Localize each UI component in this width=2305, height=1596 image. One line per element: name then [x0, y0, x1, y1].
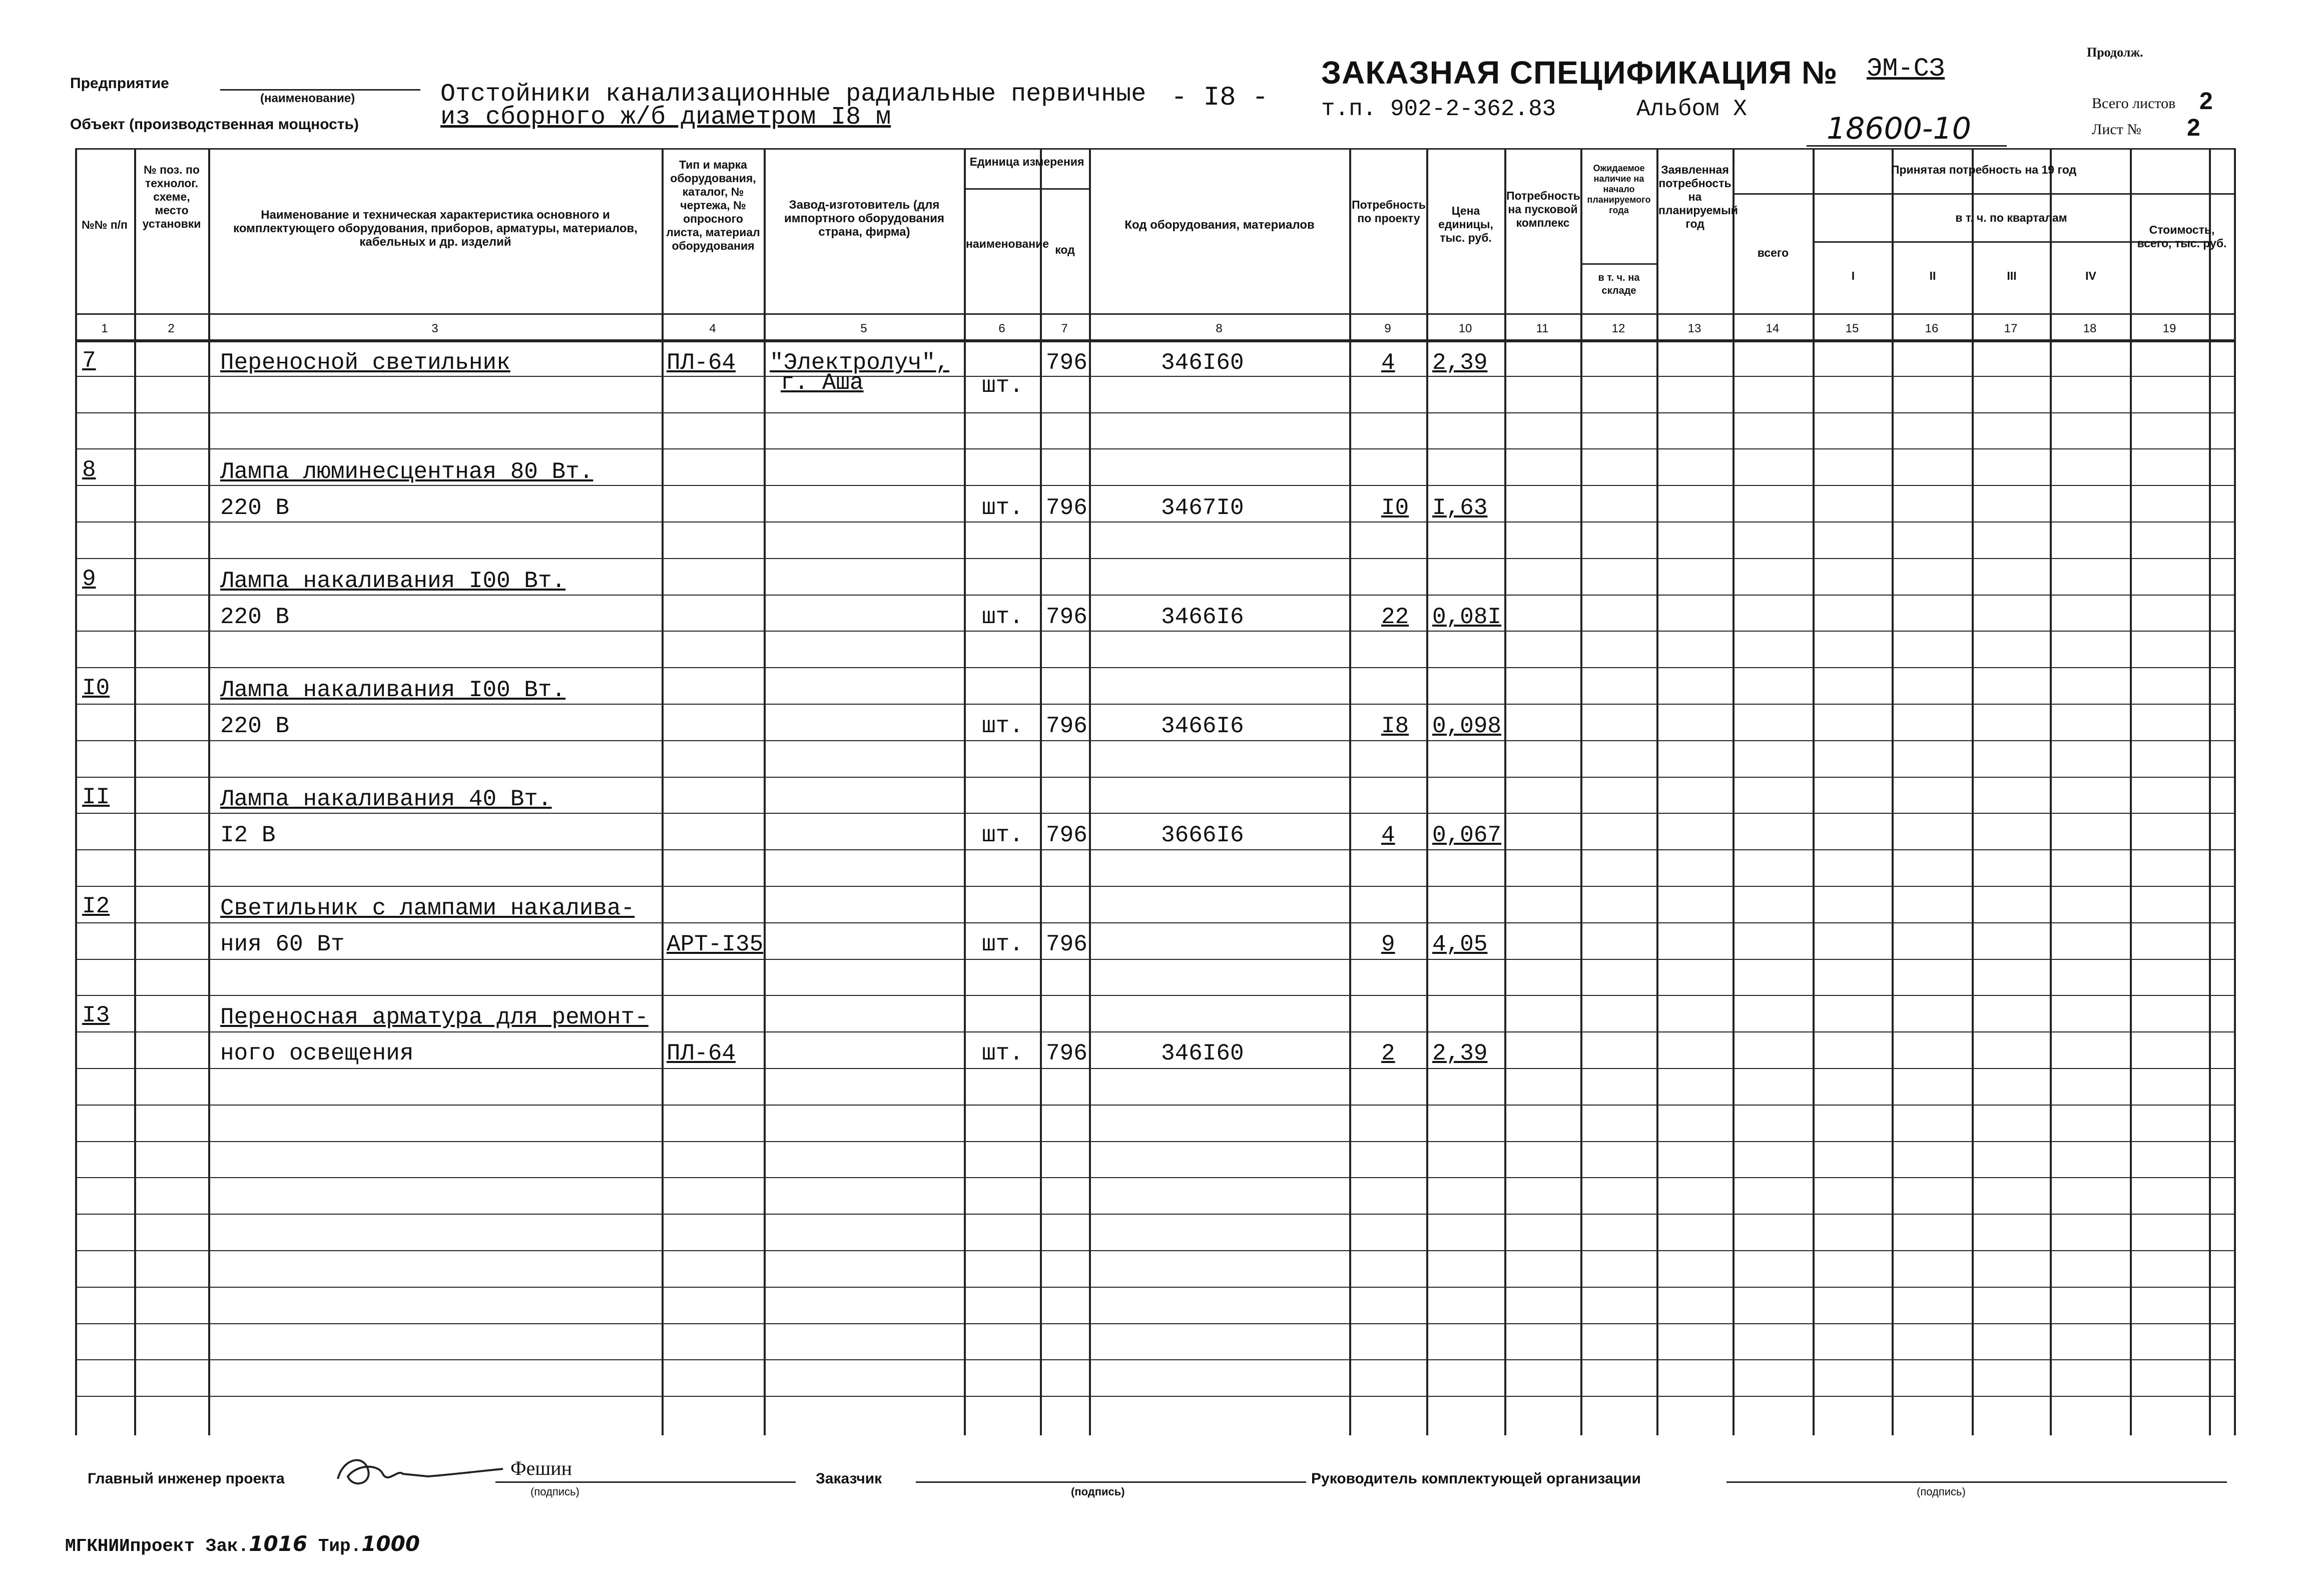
- item-type: ПЛ-64: [667, 1040, 736, 1067]
- row-number: 9: [82, 566, 96, 592]
- chief-engineer-line: [495, 1481, 796, 1483]
- column-number: 13: [1687, 322, 1701, 335]
- column-number: 11: [1536, 322, 1549, 335]
- item-quantity: I8: [1381, 713, 1409, 739]
- row-line: [75, 631, 2236, 632]
- sheet-no-label: Лист №: [2092, 121, 2141, 138]
- column-number: 6: [998, 322, 1005, 335]
- row-line: [75, 1177, 2236, 1178]
- sheets-total-label: Всего листов: [2092, 95, 2176, 112]
- row-line: [75, 1323, 2236, 1324]
- specification-table: [75, 148, 2236, 1435]
- order-number: 1016: [249, 1531, 308, 1556]
- row-line: [75, 849, 2236, 850]
- table-top-border: [75, 148, 2236, 150]
- column-number: 5: [860, 322, 867, 335]
- unit-group-line: [964, 188, 1089, 190]
- accepted-group-line: [1733, 193, 2234, 195]
- unit-group-header: Единица измерения: [969, 155, 1084, 168]
- item-unit: шт.: [982, 495, 1023, 521]
- album-number: Альбом X: [1636, 96, 1747, 122]
- item-quantity: 4: [1381, 822, 1395, 848]
- row-line: [75, 667, 2236, 668]
- item-name-line1: Переносной светильник: [220, 350, 510, 376]
- row-line: [75, 1214, 2236, 1215]
- item-price: 2,39: [1432, 1040, 1488, 1067]
- column-number: 15: [1845, 322, 1859, 335]
- item-unit-code: 796: [1046, 350, 1087, 376]
- item-price: 0,067: [1432, 822, 1502, 848]
- item-quantity: 22: [1381, 604, 1409, 630]
- item-maker-line2: г. Аша: [781, 370, 864, 396]
- item-price: 0,08I: [1432, 604, 1502, 630]
- row-line: [75, 1141, 2236, 1142]
- row-line: [75, 740, 2236, 741]
- colnum-bottom-line: [75, 339, 2236, 342]
- item-code: 3466I6: [1161, 713, 1244, 739]
- row-number: I0: [82, 675, 110, 701]
- col-header-9: Потребность по проекту: [1352, 198, 1426, 225]
- object-name-line1: Отстойники канализационные радиальные первичные: [440, 80, 1146, 109]
- item-unit-code: 796: [1046, 713, 1087, 739]
- item-name-line1: Лампа накаливания I00 Вт.: [220, 677, 566, 703]
- column-number: 10: [1458, 322, 1472, 335]
- row-line: [75, 558, 2236, 559]
- row-line: [75, 777, 2236, 778]
- item-quantity: I0: [1381, 495, 1409, 521]
- item-unit: шт.: [982, 931, 1023, 957]
- project-number: т.п. 902-2-362.83: [1321, 96, 1556, 122]
- col-header-2: № поз. по технолог. схеме, место установки: [142, 163, 201, 230]
- item-type: ПЛ-64: [667, 350, 736, 376]
- customer-line: [916, 1481, 1306, 1483]
- item-unit: шт.: [982, 1040, 1023, 1067]
- item-unit-code: 796: [1046, 931, 1087, 957]
- column-number: 3: [431, 322, 438, 335]
- col-header-8: Код оборудования, материалов: [1124, 218, 1315, 232]
- stock-line: [1580, 263, 1656, 265]
- column-number: 17: [2004, 322, 2018, 335]
- col-header-10: Цена единицы, тыс. руб.: [1438, 204, 1493, 244]
- item-unit: шт.: [982, 373, 1023, 399]
- row-line: [75, 1068, 2236, 1069]
- item-quantity: 9: [1381, 931, 1395, 957]
- signature: [328, 1449, 508, 1494]
- col-header-12b: в т. ч. на складе: [1598, 272, 1640, 296]
- row-number: 7: [82, 348, 96, 374]
- customer-label: Заказчик: [816, 1470, 882, 1487]
- sheets-total: 2: [2199, 88, 2213, 115]
- row-number: 8: [82, 457, 96, 483]
- col-header-17: III: [2007, 269, 2017, 282]
- item-quantity: 2: [1381, 1040, 1395, 1067]
- row-line: [75, 1359, 2236, 1360]
- item-name-line2: 220 В: [220, 604, 290, 630]
- item-code: 3467I0: [1161, 495, 1244, 521]
- column-number: 7: [1061, 322, 1068, 335]
- col-header-15: I: [1851, 269, 1855, 282]
- spec-number: ЭМ-СЗ: [1867, 54, 1945, 84]
- item-name-line1: Переносная арматура для ремонт-: [220, 1004, 649, 1030]
- document-title: ЗАКАЗНАЯ СПЕЦИФИКАЦИЯ №: [1321, 55, 1838, 91]
- item-code: 346I60: [1161, 1040, 1244, 1067]
- column-number: 19: [2162, 322, 2176, 335]
- row-line: [75, 886, 2236, 887]
- item-unit-code: 796: [1046, 822, 1087, 848]
- row-line: [75, 521, 2236, 522]
- column-number: 9: [1384, 322, 1391, 335]
- row-number: II: [82, 784, 110, 810]
- item-price: I,63: [1432, 495, 1488, 521]
- row-line: [75, 995, 2236, 996]
- col-header-7: код: [1055, 243, 1075, 256]
- column-number: 4: [709, 322, 716, 335]
- quarters-group-header: в т. ч. по кварталам: [1955, 211, 2067, 224]
- item-name-line1: Лампа люминесцентная 80 Вт.: [220, 459, 594, 485]
- item-price: 2,39: [1432, 350, 1488, 376]
- object-name-line2: из сборного ж/б диаметром I8 м: [440, 103, 891, 132]
- col-header-4: Тип и марка оборудования, каталог, № чертежа, № опросного листа, материал оборудования: [666, 158, 760, 252]
- item-quantity: 4: [1381, 350, 1395, 376]
- item-unit: шт.: [982, 604, 1023, 630]
- item-name-line2: 220 В: [220, 495, 290, 521]
- accepted-group-header: Принятая потребность на 19 год: [1891, 163, 2077, 176]
- row-line: [75, 1250, 2236, 1251]
- head-label: Руководитель комплектующей организации: [1311, 1470, 1641, 1487]
- column-number: 16: [1925, 322, 1939, 335]
- row-line: [75, 412, 2236, 413]
- item-name-line1: Лампа накаливания 40 Вт.: [220, 786, 552, 812]
- col-header-19: Стоимость, всего, тыс. руб.: [2137, 223, 2227, 250]
- col-header-6: наименование: [966, 237, 1049, 250]
- signature-label-2: (подпись): [1071, 1485, 1125, 1498]
- item-name-line2: I2 В: [220, 822, 276, 848]
- enterprise-underline: [220, 89, 420, 91]
- row-number: I2: [82, 893, 110, 919]
- item-code: 3466I6: [1161, 604, 1244, 630]
- item-unit-code: 796: [1046, 495, 1087, 521]
- name-sublabel: (наименование): [260, 92, 355, 105]
- item-unit: шт.: [982, 822, 1023, 848]
- enterprise-label: Предприятие: [70, 75, 169, 92]
- col-header-1: №№ п/п: [82, 218, 128, 231]
- item-unit: шт.: [982, 713, 1023, 739]
- page-mark: - I8 -: [1171, 83, 1269, 113]
- col-header-14: всего: [1757, 246, 1789, 259]
- row-line: [75, 1287, 2236, 1288]
- chief-engineer-label: Главный инженер проекта: [88, 1470, 285, 1487]
- column-number: 12: [1611, 322, 1625, 335]
- head-line: [1726, 1481, 2227, 1483]
- item-unit-code: 796: [1046, 604, 1087, 630]
- sheet-no: 2: [2187, 115, 2200, 141]
- item-type: АРТ-I35: [667, 931, 764, 957]
- print-run: 1000: [361, 1531, 420, 1556]
- item-price: 0,098: [1432, 713, 1502, 739]
- code-underline: [1807, 145, 2007, 147]
- item-price: 4,05: [1432, 931, 1488, 957]
- item-name-line2: 220 В: [220, 713, 290, 739]
- print-label: Тир.: [318, 1536, 362, 1556]
- item-code: 3666I6: [1161, 822, 1244, 848]
- item-maker-line1: "Электролуч",: [770, 350, 949, 376]
- col-header-18: IV: [2085, 269, 2096, 282]
- imprint: [65, 1531, 420, 1556]
- column-number: 2: [168, 322, 175, 335]
- column-number: 1: [101, 322, 108, 335]
- col-header-13: Заявленная потребность на планируемый год: [1658, 163, 1738, 230]
- col-header-5: Завод-изготовитель (для импортного оборудования страна, фирма): [784, 198, 945, 239]
- signature-label-1: (подпись): [530, 1485, 580, 1498]
- row-line: [75, 959, 2236, 960]
- continuation-label: Продолж.: [2087, 45, 2143, 60]
- imprint-prefix: МГКНИИпроект Зак.: [65, 1536, 249, 1556]
- row-line: [75, 1105, 2236, 1106]
- col-header-11: Потребность на пусковой комплекс: [1506, 189, 1580, 229]
- chief-engineer-name: Фешин: [510, 1457, 572, 1479]
- handwritten-code: 18600-10: [1827, 111, 1971, 146]
- item-name-line2: ния 60 Вт: [220, 931, 345, 957]
- item-name-line1: Светильник с лампами накалива-: [220, 895, 635, 921]
- row-line: [75, 448, 2236, 449]
- item-code: 346I60: [1161, 350, 1244, 376]
- signature-label-3: (подпись): [1917, 1485, 1966, 1498]
- col-header-12: Ожидаемое наличие на начало планируемого года: [1587, 163, 1651, 215]
- column-number: 8: [1216, 322, 1223, 335]
- object-label: Объект (производственная мощность): [70, 116, 359, 133]
- item-unit-code: 796: [1046, 1040, 1087, 1067]
- item-name-line1: Лампа накаливания I00 Вт.: [220, 568, 566, 594]
- row-number: I3: [82, 1002, 110, 1028]
- col-header-16: II: [1929, 269, 1936, 282]
- column-number: 14: [1766, 322, 1780, 335]
- col-header-3: Наименование и техническая характеристика основного и комплектующего оборудования, приборов, арматуры, материалов, кабельных и др. изделий: [233, 208, 638, 249]
- row-line: [75, 1396, 2236, 1397]
- column-number: 18: [2083, 322, 2097, 335]
- header-bottom-line: [75, 313, 2236, 315]
- item-name-line2: ного освещения: [220, 1040, 414, 1067]
